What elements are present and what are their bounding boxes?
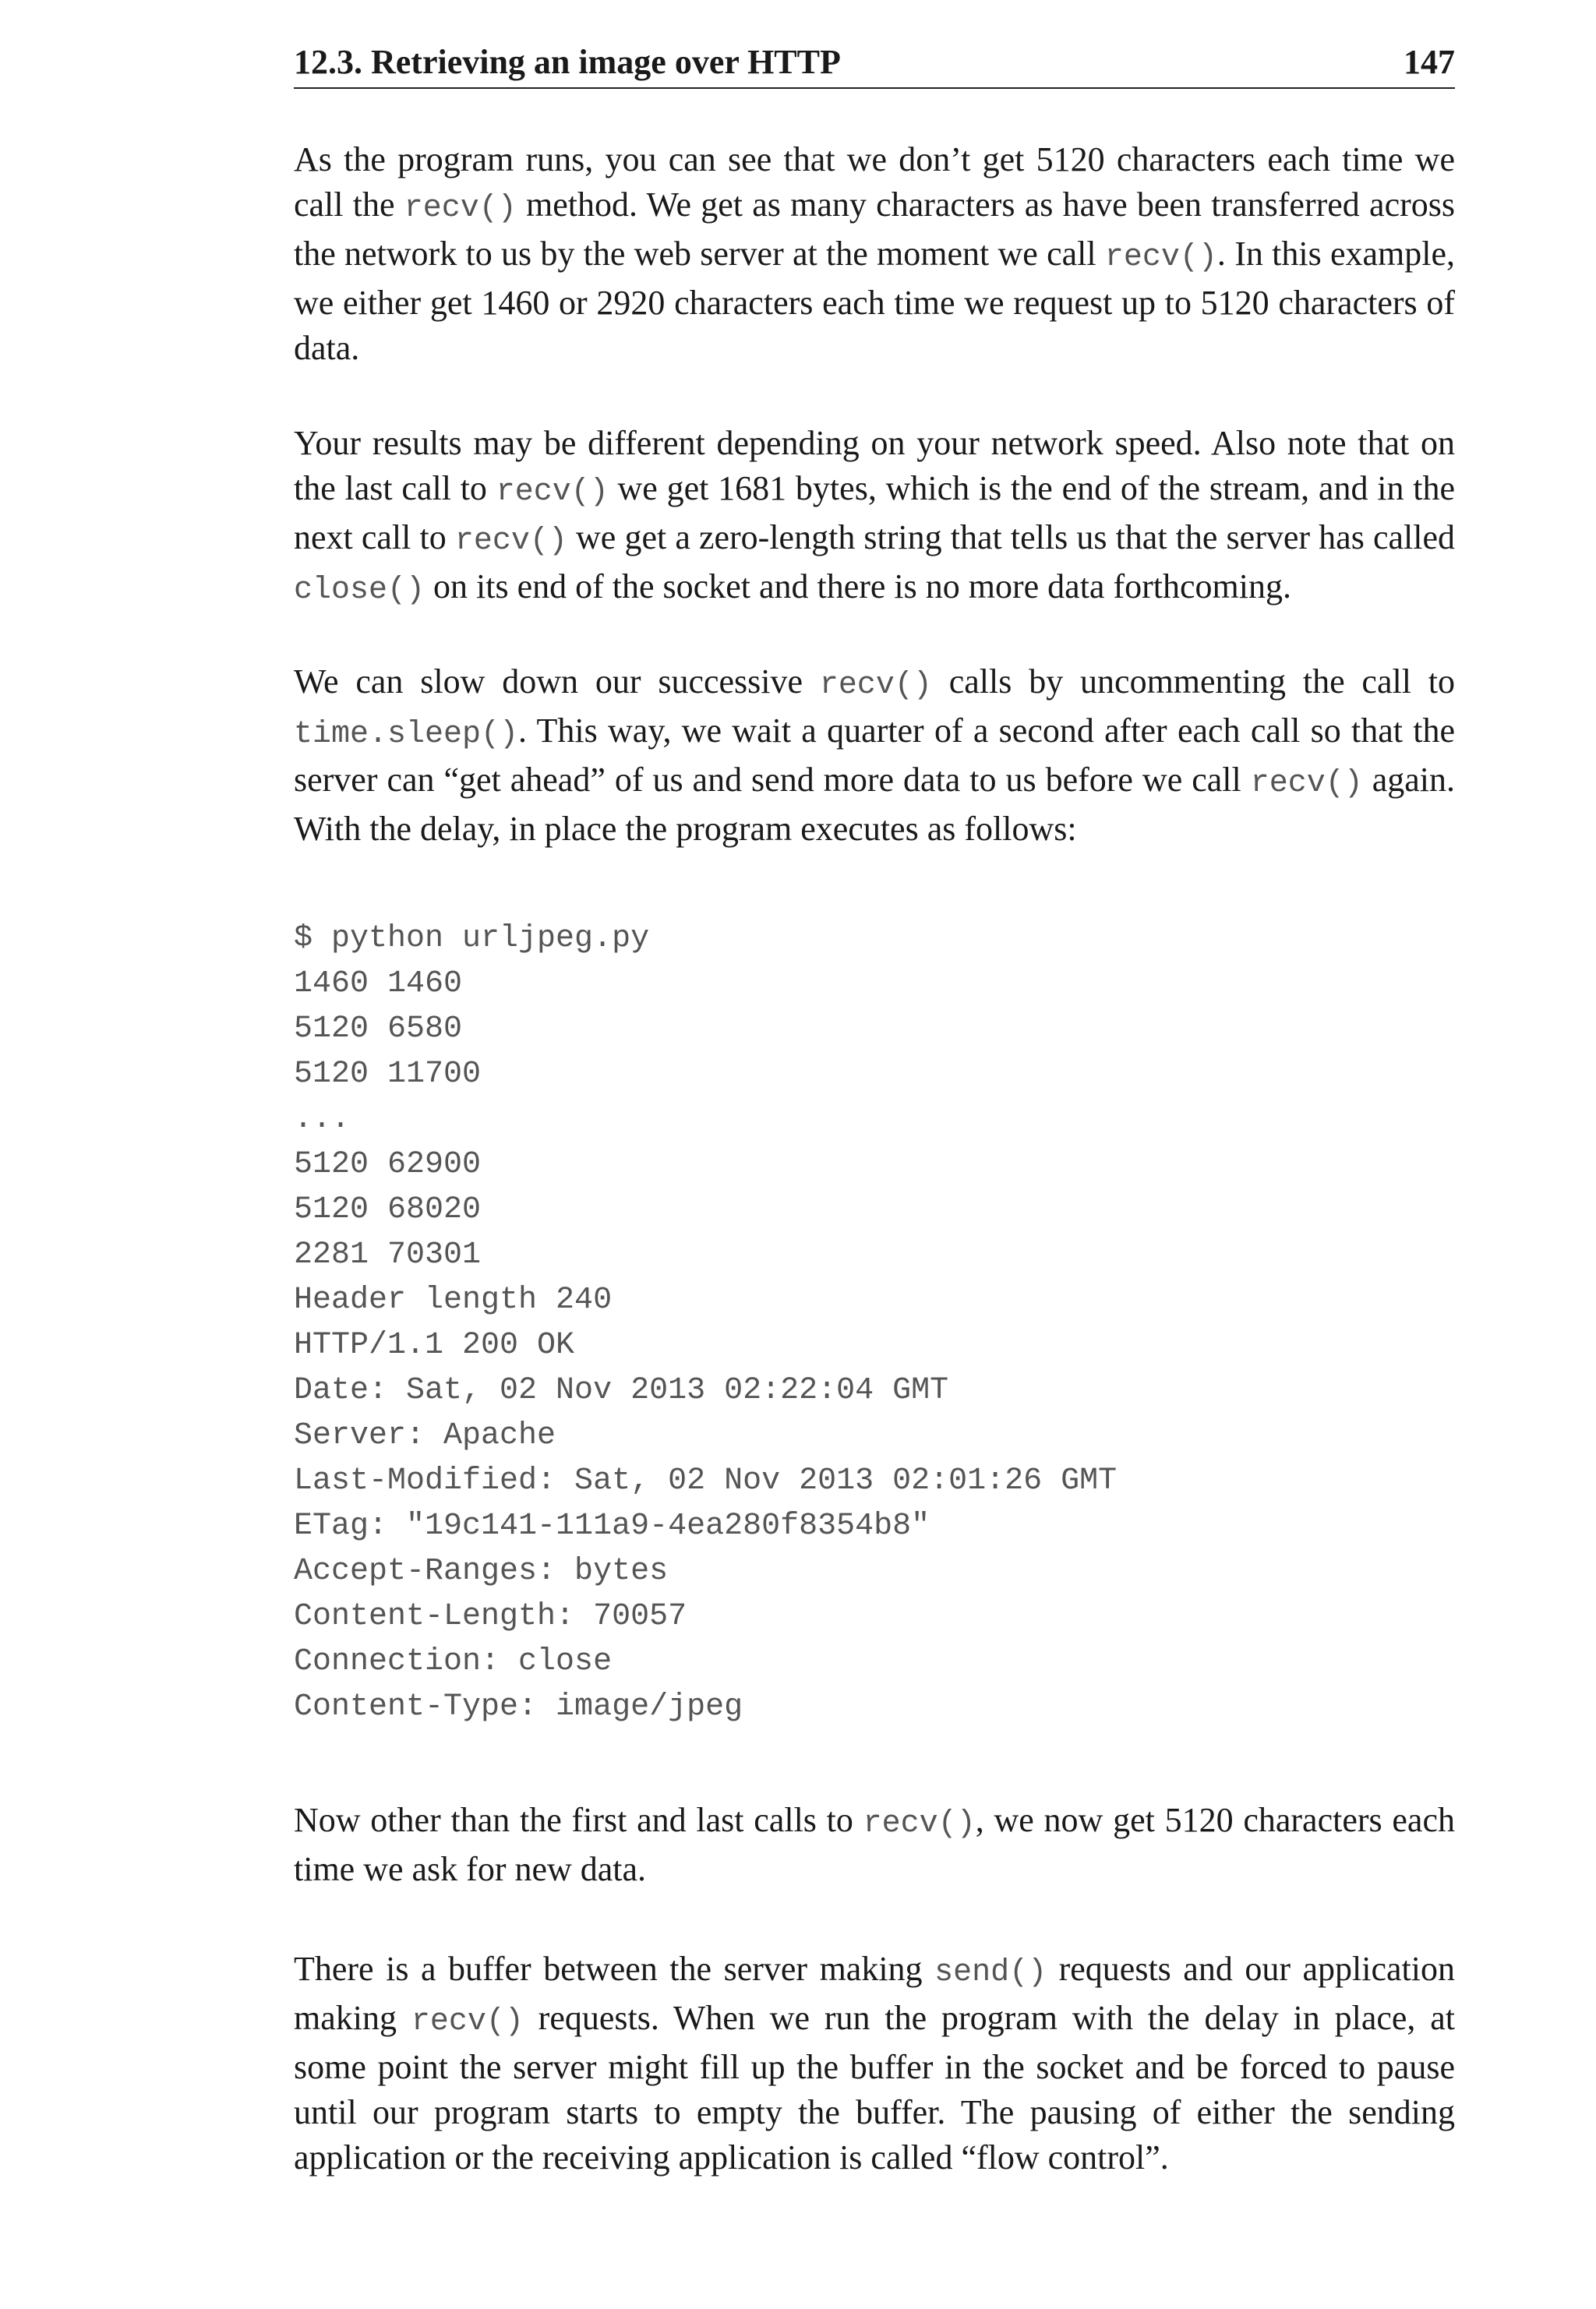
- text-run: . This way, we wait a quarter of a second after each call so that the server can “get ahead” of us and send more data to us before we call: [294, 711, 1455, 799]
- inline-code: recv(): [819, 668, 932, 703]
- code-line: Content-Type: image/jpeg: [294, 1689, 743, 1725]
- code-line: Date: Sat, 02 Nov 2013 02:22:04 GMT: [294, 1373, 949, 1408]
- text-run: , we now get 5120 characters each time we ask for new data.: [294, 1801, 1455, 1888]
- text-run: again. With the delay, in place the program executes as follows:: [294, 761, 1455, 848]
- text-run: We can slow down our successive: [294, 662, 820, 701]
- inline-code: recv(): [454, 524, 567, 559]
- paragraph-recv-chunks: [294, 137, 1455, 371]
- inline-code: recv(): [411, 2004, 524, 2039]
- text-run: requests. When we run the program with the delay in place, at some point the server might fill up the buffer in the socket and be forced to pause until our program starts to empty the buffer. The pausing of either the sending application or the receiving application is called “flow control”.: [294, 1999, 1455, 2177]
- text-run: There is a buffer between the server making: [294, 1950, 935, 1988]
- text-run: As the program runs, you can see that we don’t get 5120 characters each time we call the: [294, 140, 1455, 224]
- inline-code: close(): [294, 573, 425, 608]
- text-run: Your results may be different depending on your network speed. Also note that on the last call to: [294, 424, 1455, 507]
- inline-code: recv(): [404, 191, 517, 226]
- text-run: on its end of the socket and there is no more data forthcoming.: [425, 567, 1291, 605]
- code-line: ...: [294, 1102, 351, 1137]
- inline-code: time.sleep(): [294, 717, 519, 752]
- text-run: Now other than the first and last calls to: [294, 1801, 863, 1839]
- text-run: calls by uncommenting the call to: [931, 662, 1455, 701]
- code-line: HTTP/1.1 200 OK: [294, 1328, 575, 1363]
- section-title: 12.3. Retrieving an image over HTTP: [294, 43, 841, 81]
- text-run: we get 1681 bytes, which is the end of the stream, and in the next call to: [294, 469, 1455, 556]
- code-line: 5120 11700: [294, 1057, 482, 1092]
- code-line: 1460 1460: [294, 966, 463, 1001]
- paragraph-slow-down: [294, 659, 1455, 852]
- inline-code: recv(): [1250, 766, 1363, 801]
- code-line: 5120 62900: [294, 1147, 482, 1182]
- code-line: Server: Apache: [294, 1418, 556, 1453]
- inline-code: recv(): [1104, 240, 1217, 275]
- text-run: . In this example, we either get 1460 or 2920 characters each time we request up to 5120 characters of data.: [294, 235, 1455, 367]
- code-line: Last-Modified: Sat, 02 Nov 2013 02:01:26 GMT: [294, 1463, 1118, 1499]
- code-line: 5120 68020: [294, 1192, 482, 1227]
- code-line: ETag: "19c141-111a9-4ea280f8354b8": [294, 1509, 930, 1544]
- paragraph-network-speed: [294, 421, 1455, 613]
- inline-code: recv(): [863, 1806, 976, 1841]
- text-run: we get a zero-length string that tells us that the server has called: [567, 518, 1455, 556]
- inline-code: recv(): [496, 475, 609, 510]
- text-run: method. We get as many characters as have been transferred across the network to us by the web server at the moment we call: [294, 185, 1455, 273]
- code-output-block: [294, 916, 1455, 1730]
- code-line: $ python urljpeg.py: [294, 921, 650, 956]
- paragraph-flow-control: [294, 1947, 1455, 2180]
- text-run: requests and our application making: [294, 1950, 1455, 2037]
- code-line: Connection: close: [294, 1644, 613, 1679]
- paragraph-5120-chars: [294, 1798, 1455, 1892]
- inline-code: send(): [934, 1955, 1047, 1990]
- code-line: 2281 70301: [294, 1237, 482, 1273]
- running-header: [294, 41, 1455, 89]
- code-line: Content-Length: 70057: [294, 1599, 687, 1634]
- code-line: 5120 6580: [294, 1012, 463, 1047]
- page-number: 147: [1404, 43, 1455, 81]
- code-line: Header length 240: [294, 1283, 613, 1318]
- code-line: Accept-Ranges: bytes: [294, 1554, 669, 1589]
